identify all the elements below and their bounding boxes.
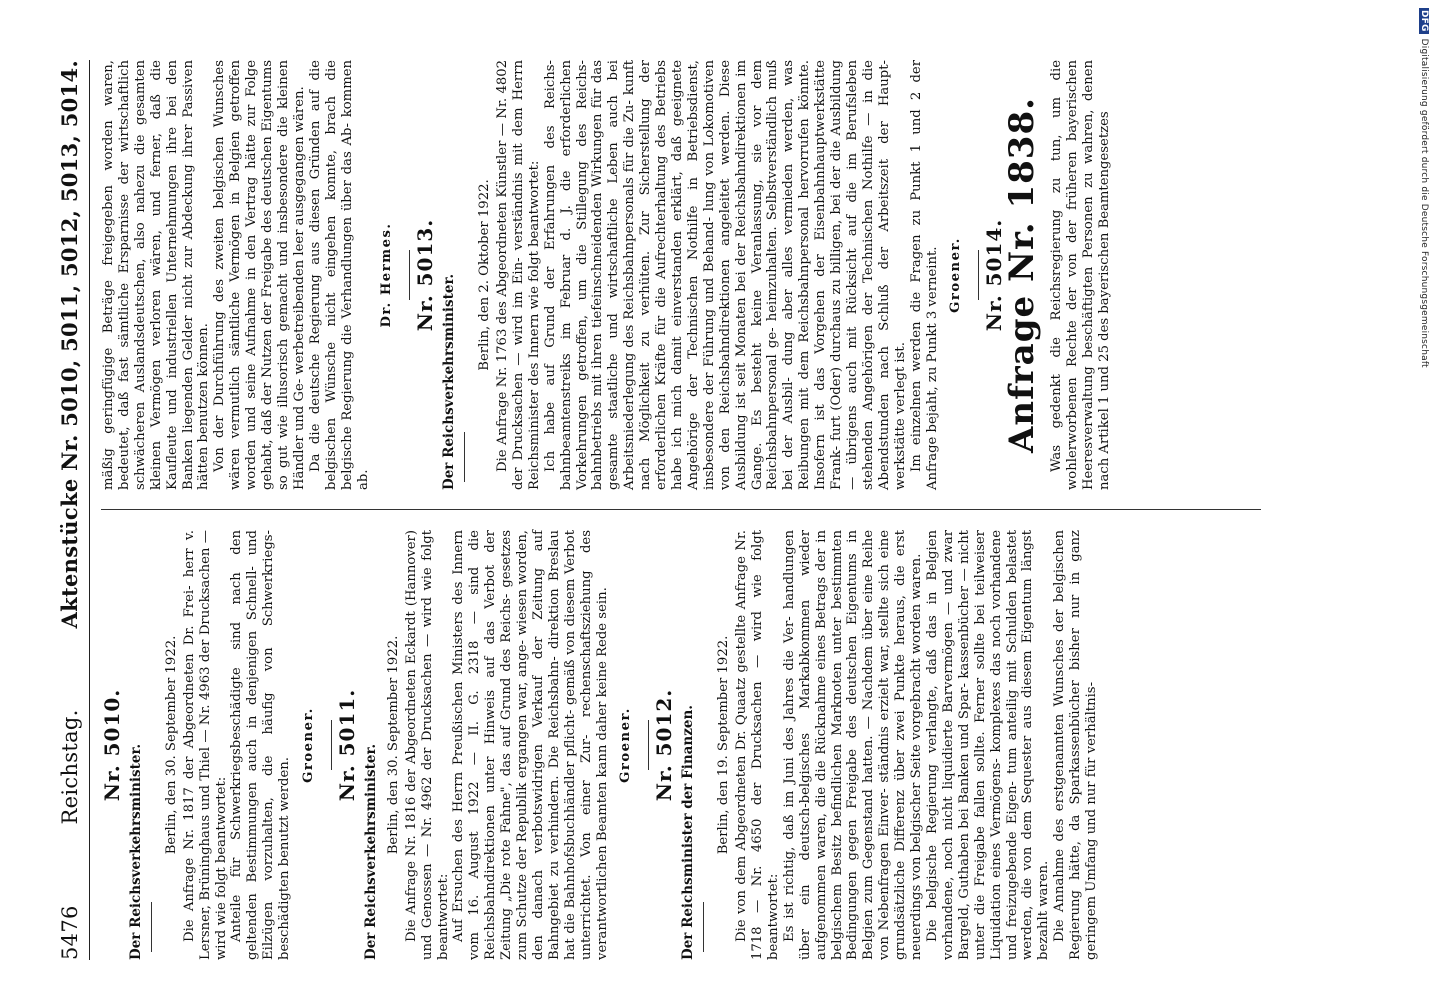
doc-5011-text: Die Anfrage Nr. 1816 der Abgeordneten Eckardt (Hannover) und Genossen — Nr. 4962 der Drucksachen — wird wie folgt beantwortet: [403,530,451,960]
doc-5012-continuation-1: mäßig geringfügige Beträge freigegeben worden waren, bedeutet, daß fast sämtliche Ersparnisse der wirtschaftlich schwächeren Auslandsdeutschen, also nahezu die gesamten kleinen Vermögen verloren wären, und ferner, daß die Kaufleute und industriellen Unternehmungen ihre bei den Banken liegenden Gelder nicht zur Abdeckung ihrer Passiven hätten benutzen können. [101,60,212,490]
doc-5010-ministry: Der Reichsverkehrsminister. [127,743,144,960]
doc-5012-answer-1: Es ist richtig, daß im Juni des Jahres die Ver- handlungen über ein deutsch-belgisches Markabkommen wieder aufgenommen waren, die die Rücknahme eines Betrags der in belgischem Besitz befindlichen Marknoten unter bestimmten Bedingungen gegen Freigabe des deutschen Eigentums in Belgien zum Gegenstand hatten. — Nachdem über eine Reihe von Nebenfragen Einver- ständnis erzielt war, stellte sich eine grundsätzliche Differenz über zwei Punkte heraus, die erst neuerdings von belgischer Seite vorgebracht worden waren. [781,530,925,960]
doc-5014-title: Anfrage Nr. 1838. [1002,97,1043,453]
doc-5012-answer-3: Die Annahme des erstgenannten Wunsches der belgischen Regierung hätte, da Sparkassenbücher bisher nur in ganz geringem Umfang und nur für verhältnis- [1052,530,1100,960]
column-divider [101,509,1261,510]
doc-5010-date: Berlin, den 30. September 1922. [163,635,179,855]
doc-5012-answer-2: Die belgische Regierung verlangte, daß das in Belgien vorhandene, noch nicht liquidierte Barvermögen — und zwar Bargeld, Guthaben bei Banken und Spar- kassenbücher — nicht unter die Freigabe fallen sollte. Ferner sollte bei teilweiser Liquidation eines Vermögens- komplexes das noch vorhandene und freizugebende Eigen- tum anteilig mit Schulden belastet werden, die von dem Sequester aus diesem Eigentum längst bezahlt waren. [924,530,1052,960]
doc-5013-ministry: Der Reichsverkehrsminister. [441,273,458,490]
doc-5014-text: Was gedenkt die Reichsregierung zu tun, um die wohlerworbenen Rechte der von der früheren bayerischen Heeresverwaltung beschäftigten Personen zu wahren, denen nach Artikel 1 und 25 des bayerischen Beamtengesetzes [1049,60,1112,490]
doc-5012-signature: Dr. Hermes. [379,222,395,328]
digitization-credit [1413,8,1431,408]
divider [151,902,152,952]
right-column [101,60,1281,490]
doc-5011-answer: Auf Ersuchen des Herrn Preußischen Ministers des Innern vom 16. August 1922 — II. G. 2318 — sind die Reichsbahndirektionen unter Hinweis auf das Verbot der Zeitung „Die rote Fahne", das auf Grund des Reichs- gesetzes zum Schutze der Republik ergangen war, ange- wiesen worden, den danach verbotswidrigen Verkauf der Zeitung auf Bahngebiet zu verhindern. Die Reichsbahn- direktion Breslau hat die Bahnhofsbuchhändler pflicht- gemäß von diesem Verbot unterrichtet. Von einer Zur- rechenschaftsziehung des verantwortlichen Beamten kann daher keine Rede sein. [451,530,610,960]
doc-5010-signature: Groener. [301,707,317,783]
doc-5013-answer-1: Ich habe auf Grund der Erfahrungen des Reichs- bahnbeamtenstreiks im Februar d. J. die erforderlichen Vorkehrungen getroffen, um die Stillegung des Reichs- bahnbetriebs mit ihren tiefeinschneidenden Wirkungen für das gesamte staatliche und wirtschaftliche Leben auch bei Arbeitsniederlegung des Reichsbahnpersonals für die Zu- kunft nach Möglichkeit zu verhüten. Zur Sicherstellung der erforderlichen Kräfte für die Aufrechterhaltung des Betriebs habe ich mich damit einverstanden erklärt, daß geeignete Angehörige der Technischen Nothilfe in Betriebsdienst, insbesondere der Führung und Behand- lung von Lokomotiven von den Reichsbahndirektionen angeleitet werden. Diese Ausbildung ist seit Monaten bei der Reichsbahndirektionen im Gange. Es besteht keine Veranlassung, sie vor dem Reichsbahnpersonal ge- heimzuhalten. Selbstverständlich muß bei der Ausbil- dung aber alles vermieden werden, was Reibungen mit dem Reichsbahnpersonal hervorrufen könnte. Insofern ist das Vorgehen der Eisenbahnhauptwerkstätte Frank- furt (Oder) durchaus zu billigen, bei der die Ausbildung — übrigens auch mit Rücksicht auf die im Berufsleben stehenden Angehörigen der Technischen Nothilfe — in die Abendstunden nach Schluß der Arbeitszeit der Haupt- werkstätte verlegt ist. [542,60,908,490]
header-left: Reichstag. [58,709,82,825]
dfg-logo-icon: DFG [1419,10,1429,32]
divider [464,432,465,482]
divider [331,720,332,770]
doc-5012-date: Berlin, den 19. September 1922. [716,635,732,855]
doc-5013-answer-2: Im einzelnen werden die Fragen zu Punkt 1 und 2 der Anfrage bejaht, zu Punkt 3 verneint. [908,60,940,490]
doc-5011-number: Nr. 5011. [334,688,359,802]
document-page [57,60,1281,960]
header-title: Aktenstücke Nr. 5010, 5011, 5012, 5013, 5014. [57,60,82,629]
doc-5012-text: Die von dem Abgeordneten Dr. Quaatz gestellte Anfrage Nr. 1718 — Nr. 4650 der Drucksachen — wird wie folgt beantwortet: [734,530,781,960]
doc-5011-ministry: Der Reichsverkehrsminister. [362,743,379,960]
doc-5013-number: Nr. 5013. [413,218,438,332]
divider [409,250,410,300]
doc-5010-answer: Anteile für Schwerkriegsbeschädigte sind nach den geltenden Bestimmungen auch in denjenigen Schnell- und Eilzügen vorzuhalten, die häufig von Schwerkriegs- beschädigten benutzt werden. [229,530,293,960]
doc-5013-date: Berlin, den 2. Oktober 1922. [477,179,493,371]
divider [648,720,649,770]
doc-5010-text: Die Anfrage Nr. 1817 der Abgeordneten Dr. Frei- herr v. Lersner, Brüninghaus und Thiel — Nr. 4963 der Drucksachen — wird wie folgt beantwortet: [181,530,229,960]
doc-5011-signature: Groener. [618,707,634,783]
columns [101,60,1281,960]
credit-text: Digitalisierung gefördert durch die Deutsche Forschungsgemeinschaft [1419,38,1429,368]
divider [703,902,704,952]
running-head [57,60,90,960]
doc-5011-date: Berlin, den 30. September 1922. [385,635,401,855]
doc-5012-continuation-2: Von der Durchführung des zweiten belgischen Wunsches wären vermutlich sämtliche Vermögen in Belgien getroffen worden und seine Aufnahme in den Vertrag hätte zur Folge gehabt, daß der Nutzen der Freigabe des deutschen Eigentums so gut wie illusorisch gemacht und insbesondere die kleinen Händler und Ge- werbetreibenden leer ausgegangen wären. [212,60,307,490]
divider [978,250,979,300]
page-number: 5476 [58,905,82,960]
doc-5010-number: Nr. 5010. [100,688,124,802]
left-column [101,530,1281,960]
doc-5012-number: Nr. 5012. [652,688,677,802]
doc-5012-continuation-3: Da die deutsche Regierung aus diesen Gründen auf die belgischen Wünsche nicht eingehen konnte, brach die belgische Regierung die Verhandlungen über das Ab- kommen ab. [307,60,371,490]
doc-5012-ministry: Der Reichsminister der Finanzen. [680,705,697,960]
doc-5013-signature: Groener. [948,237,964,313]
doc-5014-number: Nr. 5014. [982,218,1007,332]
doc-5013-text: Die Anfrage Nr. 1763 des Abgeordneten Künstler — Nr. 4802 der Drucksachen — wird im Ein- verständnis mit dem Herrn Reichsminister des Innern wie folgt beantwortet: [495,60,542,490]
